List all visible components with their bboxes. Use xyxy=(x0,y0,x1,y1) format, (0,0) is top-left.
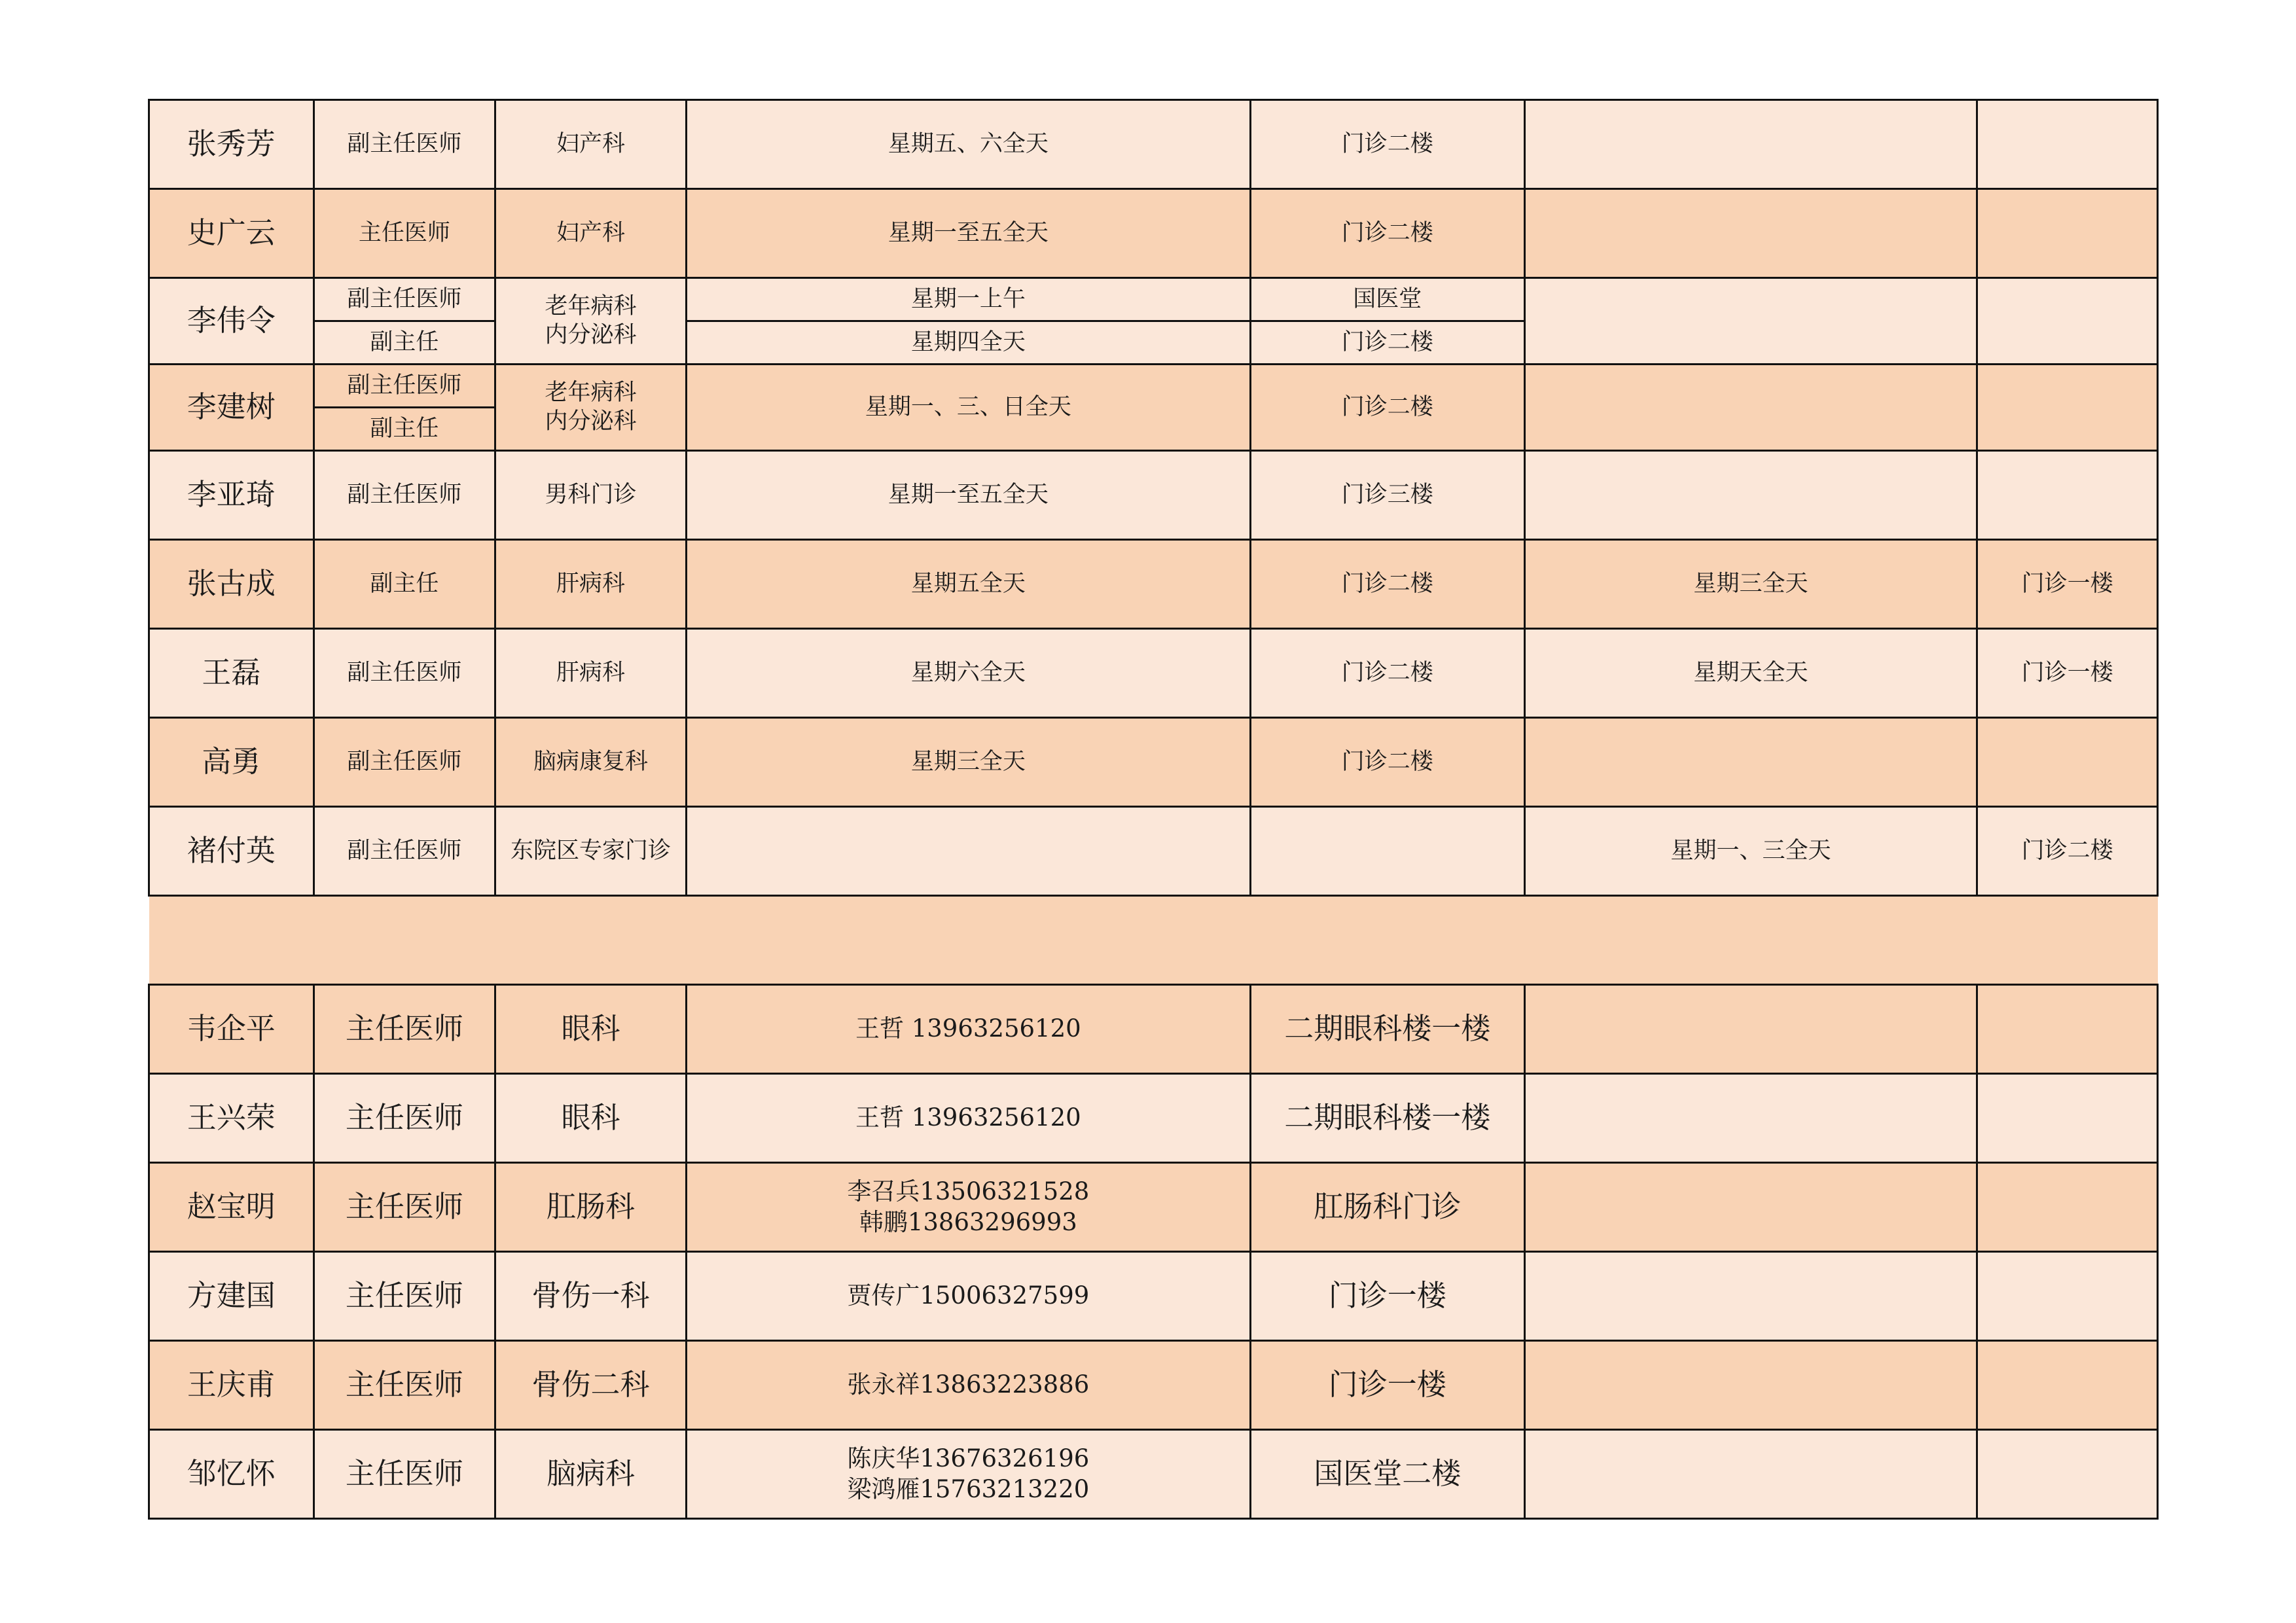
department: 肝病科 xyxy=(495,629,687,718)
empty-cell xyxy=(1977,985,2158,1074)
spacer-cell xyxy=(149,896,2158,985)
table-row xyxy=(149,807,2158,896)
location-east xyxy=(1977,451,2158,540)
location-east xyxy=(1977,100,2158,189)
department: 东院区专家门诊 xyxy=(495,807,687,896)
clinic-location: 门诊一楼 xyxy=(1250,1341,1524,1430)
doctor-title: 主任医师 xyxy=(314,1163,495,1252)
doctor-name: 方建国 xyxy=(149,1252,314,1341)
department: 脑病科 xyxy=(495,1430,687,1519)
doctor-schedule-table xyxy=(148,99,2159,1520)
doctor-name: 王庆甫 xyxy=(149,1341,314,1430)
contact-person xyxy=(686,1163,1250,1252)
department: 骨伤一科 xyxy=(495,1252,687,1341)
doctor-name: 高勇 xyxy=(149,718,314,807)
doctor-title: 主任医师 xyxy=(314,1252,495,1341)
department: 肝病科 xyxy=(495,540,687,629)
doctor-name: 王兴荣 xyxy=(149,1074,314,1163)
location-main: 门诊二楼 xyxy=(1250,365,1524,451)
location-east xyxy=(1977,365,2158,451)
location-main: 门诊二楼 xyxy=(1250,629,1524,718)
contact-person xyxy=(686,1074,1250,1163)
location-main: 门诊三楼 xyxy=(1250,451,1524,540)
doctor-title: 副主任医师 xyxy=(314,718,495,807)
table-row xyxy=(149,100,2158,189)
schedule-time-main: 星期三全天 xyxy=(686,718,1250,807)
regular-clinic-section xyxy=(149,100,2158,896)
contact-line: 王哲 13963256120 xyxy=(855,1103,1081,1132)
table-row xyxy=(149,985,2158,1074)
doctor-title: 主任医师 xyxy=(314,1430,495,1519)
doctor-name: 李伟令 xyxy=(149,278,314,365)
department-line: 内分泌科 xyxy=(545,408,637,435)
department: 妇产科 xyxy=(495,100,687,189)
location-main: 门诊二楼 xyxy=(1250,100,1524,189)
table-row xyxy=(149,1252,2158,1341)
doctor-title: 副主任医师 xyxy=(314,278,495,321)
schedule-time-east xyxy=(1524,365,1977,451)
doctor-title: 副主任医师 xyxy=(314,100,495,189)
doctor-name: 褚付英 xyxy=(149,807,314,896)
schedule-time-east: 星期三全天 xyxy=(1524,540,1977,629)
doctor-title: 主任医师 xyxy=(314,189,495,278)
doctor-name: 张秀芳 xyxy=(149,100,314,189)
department-line: 老年病科 xyxy=(545,379,637,406)
location-east: 门诊二楼 xyxy=(1977,807,2158,896)
clinic-location: 国医堂二楼 xyxy=(1250,1430,1524,1519)
schedule-time-east xyxy=(1524,451,1977,540)
doctor-name: 邹忆怀 xyxy=(149,1430,314,1519)
contact-line: 梁鸿雁15763213220 xyxy=(847,1474,1090,1503)
doctor-name: 李建树 xyxy=(149,365,314,451)
empty-cell xyxy=(1524,985,1977,1074)
table-row xyxy=(149,1074,2158,1163)
table-row xyxy=(149,629,2158,718)
empty-cell xyxy=(1524,1074,1977,1163)
location-east: 门诊一楼 xyxy=(1977,629,2158,718)
spacer-row xyxy=(149,896,2158,985)
empty-cell xyxy=(1977,1341,2158,1430)
department xyxy=(495,365,687,451)
doctor-title: 副主任 xyxy=(314,408,495,451)
department: 脑病康复科 xyxy=(495,718,687,807)
empty-cell xyxy=(1977,1163,2158,1252)
location-east: 门诊一楼 xyxy=(1977,540,2158,629)
contact-line: 王哲 13963256120 xyxy=(855,1014,1081,1043)
doctor-title: 副主任医师 xyxy=(314,365,495,408)
contact-person xyxy=(686,1430,1250,1519)
doctor-name: 张古成 xyxy=(149,540,314,629)
contact-line: 韩鹏13863296993 xyxy=(859,1207,1077,1236)
contact-person xyxy=(686,1252,1250,1341)
schedule-time-main: 星期一至五全天 xyxy=(686,451,1250,540)
location-east xyxy=(1977,718,2158,807)
clinic-location: 门诊一楼 xyxy=(1250,1252,1524,1341)
table-row xyxy=(149,189,2158,278)
empty-cell xyxy=(1977,1430,2158,1519)
schedule-time-main xyxy=(686,807,1250,896)
location-east xyxy=(1977,278,2158,365)
department: 妇产科 xyxy=(495,189,687,278)
table-row xyxy=(149,1341,2158,1430)
contact-person xyxy=(686,1341,1250,1430)
schedule-time-east xyxy=(1524,189,1977,278)
schedule-time-east xyxy=(1524,718,1977,807)
schedule-time-main: 星期一至五全天 xyxy=(686,189,1250,278)
department: 肛肠科 xyxy=(495,1163,687,1252)
contact-line: 贾传广15006327599 xyxy=(847,1281,1090,1310)
empty-cell xyxy=(1524,1252,1977,1341)
clinic-location: 二期眼科楼一楼 xyxy=(1250,1074,1524,1163)
doctor-title: 副主任 xyxy=(314,540,495,629)
table-row xyxy=(149,365,2158,408)
contact-clinic-section xyxy=(149,985,2158,1519)
schedule-time-main: 星期一上午 xyxy=(686,278,1250,321)
table-row xyxy=(149,540,2158,629)
doctor-name: 李亚琦 xyxy=(149,451,314,540)
empty-cell xyxy=(1524,1430,1977,1519)
department: 眼科 xyxy=(495,985,687,1074)
location-main: 门诊二楼 xyxy=(1250,540,1524,629)
doctor-title: 主任医师 xyxy=(314,1074,495,1163)
schedule-time-main: 星期六全天 xyxy=(686,629,1250,718)
doctor-title: 主任医师 xyxy=(314,985,495,1074)
contact-line: 陈庆华13676326196 xyxy=(847,1444,1090,1473)
doctor-name: 赵宝明 xyxy=(149,1163,314,1252)
schedule-time-main: 星期一、三、日全天 xyxy=(686,365,1250,451)
department: 男科门诊 xyxy=(495,451,687,540)
contact-person xyxy=(686,985,1250,1074)
schedule-time-east: 星期天全天 xyxy=(1524,629,1977,718)
doctor-title: 副主任医师 xyxy=(314,807,495,896)
schedule-time-main: 星期五、六全天 xyxy=(686,100,1250,189)
schedule-time-main: 星期四全天 xyxy=(686,321,1250,365)
contact-line: 李召兵13506321528 xyxy=(847,1177,1090,1206)
contact-line: 张永祥13863223886 xyxy=(847,1370,1090,1399)
table-row xyxy=(149,278,2158,321)
doctor-name: 韦企平 xyxy=(149,985,314,1074)
location-main: 门诊二楼 xyxy=(1250,718,1524,807)
location-main: 门诊二楼 xyxy=(1250,321,1524,365)
doctor-name: 王磊 xyxy=(149,629,314,718)
schedule-time-east: 星期一、三全天 xyxy=(1524,807,1977,896)
table-row xyxy=(149,718,2158,807)
location-main: 门诊二楼 xyxy=(1250,189,1524,278)
department: 眼科 xyxy=(495,1074,687,1163)
schedule-time-main: 星期五全天 xyxy=(686,540,1250,629)
table-row xyxy=(149,1163,2158,1252)
doctor-title: 副主任医师 xyxy=(314,451,495,540)
location-main: 国医堂 xyxy=(1250,278,1524,321)
clinic-location: 二期眼科楼一楼 xyxy=(1250,985,1524,1074)
department: 骨伤二科 xyxy=(495,1341,687,1430)
empty-cell xyxy=(1977,1252,2158,1341)
doctor-name: 史广云 xyxy=(149,189,314,278)
department-line: 内分泌科 xyxy=(545,321,637,348)
schedule-time-east xyxy=(1524,278,1977,365)
location-main xyxy=(1250,807,1524,896)
section-divider xyxy=(149,896,2158,985)
clinic-location: 肛肠科门诊 xyxy=(1250,1163,1524,1252)
empty-cell xyxy=(1524,1341,1977,1430)
doctor-title: 主任医师 xyxy=(314,1341,495,1430)
empty-cell xyxy=(1977,1074,2158,1163)
doctor-title: 副主任医师 xyxy=(314,629,495,718)
table-row xyxy=(149,1430,2158,1519)
doctor-title: 副主任 xyxy=(314,321,495,365)
empty-cell xyxy=(1524,1163,1977,1252)
location-east xyxy=(1977,189,2158,278)
table-row xyxy=(149,451,2158,540)
department xyxy=(495,278,687,365)
department-line: 老年病科 xyxy=(545,293,637,319)
schedule-time-east xyxy=(1524,100,1977,189)
